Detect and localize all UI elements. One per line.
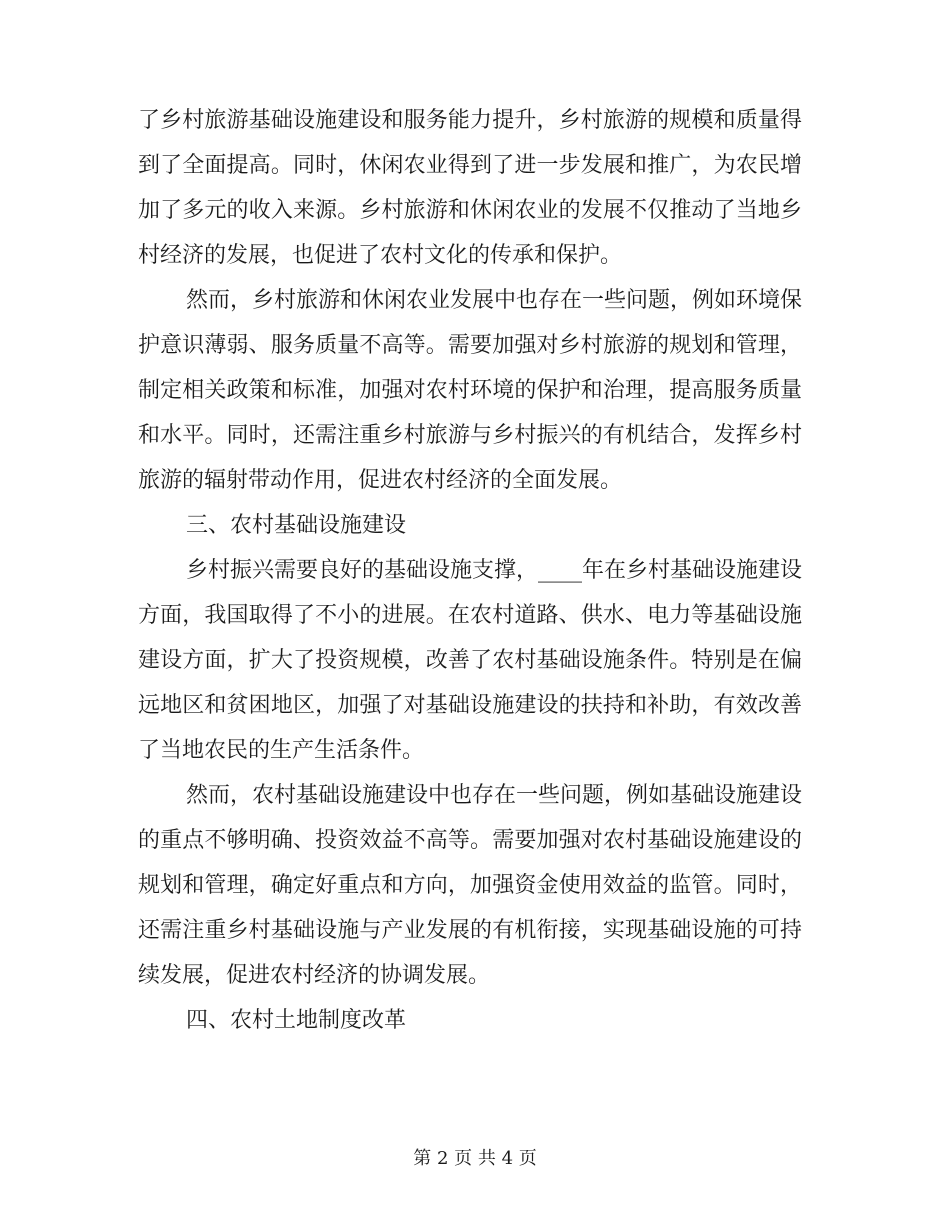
paragraph-infrastructure-issues: 然而，农村基础设施建设中也存在一些问题，例如基础设施建设的重点不够明确、投资效益不高等。需要加强对农村基础设施建设的规划和管理，确定好重点和方向，加强资金使用效益的监管。同时，还需注重乡村基础设施与产业发展的有机衔接，实现基础设施的可持续发展，促进农村经济的协调发展。	[138, 783, 803, 988]
section-heading-land-reform: 四、农村土地制度改革	[186, 1008, 407, 1033]
paragraph-tourism-issues: 然而，乡村旅游和休闲农业发展中也存在一些问题，例如环境保护意识薄弱、服务质量不高等。需要加强对乡村旅游的规划和管理，制定相关政策和标准，加强对农村环境的保护和治理，提高服务质量和水平。同时，还需注重乡村旅游与乡村振兴的有机结合，发挥乡村旅游的辐射带动作用，促进农村经济的全面发展。	[138, 288, 803, 493]
section-heading-infrastructure: 三、农村基础设施建设	[186, 513, 407, 538]
page-footer	[0, 1145, 950, 1173]
paragraph-infrastructure-progress: 乡村振兴需要良好的基础设施支撑，____年在乡村基础设施建设方面，我国取得了不小的进展。在农村道路、供水、电力等基础设施建设方面，扩大了投资规模，改善了农村基础设施条件。特别是在偏远地区和贫困地区，加强了对基础设施建设的扶持和补助，有效改善了当地农民的生产生活条件。	[138, 558, 803, 763]
page-number-indicator: 第 2 页 共 4 页	[413, 1148, 537, 1169]
paragraph-continuation: 了乡村旅游基础设施建设和服务能力提升，乡村旅游的规模和质量得到了全面提高。同时，休闲农业得到了进一步发展和推广，为农民增加了多元的收入来源。乡村旅游和休闲农业的发展不仅推动了当地乡村经济的发展，也促进了农村文化的传承和保护。	[138, 108, 802, 268]
document-body	[138, 98, 802, 1043]
